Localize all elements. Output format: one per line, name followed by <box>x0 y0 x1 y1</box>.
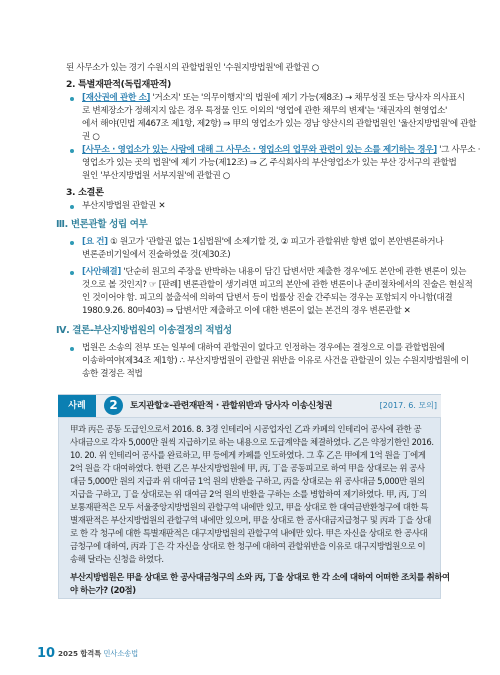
case-number-badge: 2 <box>104 396 123 415</box>
tag-label: [요 건] <box>82 237 108 247</box>
text-line: 법원은 소송의 전부 또는 일부에 대하여 관할권이 없다고 인정하는 경우에는 결정으로 이를 관할법원에 <box>82 343 445 353</box>
case-body-line: 사대금으로 각자 5,000만 원씩 지급하기로 하는 내용으로 도급계약을 체결하였다. 乙은 약정기한인 2016. <box>70 437 434 447</box>
text-line: 이송하여야(제34조 제1항) ∴ 부산지방법원이 관할권 위반을 이유로 사건을 관할권이 있는 수원지방법원에 이 <box>82 356 469 366</box>
tag-label: [사안해결] <box>82 267 121 277</box>
footer-title1: 합격특 <box>80 649 102 658</box>
bullet-icon <box>70 271 74 275</box>
section-heading-iv: Ⅳ. 결론-부산지방법원의 이송결정의 적법성 <box>56 325 232 336</box>
case-reference: [2017. 6. 모의] <box>379 401 437 410</box>
text-line <box>82 92 465 105</box>
section-heading-2: 2. 특별재판적(독립재판적) <box>66 79 171 90</box>
case-body-line: 대금 5,000만 원의 지급과 위 대여금 1억 원의 반환을 구하고, 丙을 상대로는 위 공사대금 5,000만 원의 <box>70 476 425 486</box>
text-line: 원인 '부산지방법원 서부지원'에 관할권 ○ <box>82 171 230 181</box>
text-line: 송한 결정은 적법 <box>82 369 143 379</box>
case-body-line: 보통재판적은 모두 서울중앙지방법원의 관할구역 내에만 있고, 甲을 상대로 한 대여금반환청구에 대한 특 <box>70 502 429 512</box>
text-line <box>82 144 480 157</box>
text-line: 부산지방법원 관할권 ✕ <box>82 201 166 211</box>
text-span: '거소지' 또는 '의무이행지'의 법원에 제기 가능(제8조) → 채무성질 또는 당사자 의사표시 <box>150 93 465 103</box>
footer-title <box>58 649 138 659</box>
text-span: ① 원고가 '관할권 없는 1심법원'에 소제기할 것, ② 피고가 관할위반 항변 없이 본안변론하거나 <box>107 237 444 247</box>
tag-label: [재산권에 관한 소] <box>82 93 151 103</box>
section-heading-3: 3. 소결론 <box>66 187 104 198</box>
text-line: 변론준비기일에서 진술하였을 것(제30조) <box>82 250 231 260</box>
case-question: 부산지방법원은 甲을 상대로 한 공사대금청구의 소와 丙, 丁을 상대로 한 각 소에 대하여 어떠한 조치를 취하여 <box>70 572 450 582</box>
text-line: 로 변제장소가 정해지지 않은 경우 특정물 인도 이외의 '영업에 관한 채무의 변제'는 '채권자의 현영업소' <box>82 106 448 116</box>
case-header <box>58 394 441 417</box>
case-body-line: 로 한 각 청구에 대한 특별재판적은 대구지방법원의 관할구역 내에만 있다. 甲은 자신을 상대로 한 공사대 <box>70 528 428 538</box>
bullet-icon <box>70 149 74 153</box>
tag-label: [사무소 · 영업소가 있는 사람에 대해 그 사무소 · 영업소의 업무와 관련이 있는 소를 제기하는 경우] <box>82 145 437 155</box>
case-body-line: 2억 원을 각 대여하였다. 한편 乙은 부산지방법원에 甲, 丙, 丁을 공동피고로 하여 甲을 상대로는 위 공사 <box>70 463 425 473</box>
text-line: 에서 해야(민법 제467조 제1항, 제2항) ⇒ 甲의 영업소가 있는 경남 양산시의 관할법원인 '울산지방법원'에 관할 <box>82 119 477 129</box>
text-line: 인 것이어야 함. 피고의 불출석에 의하여 답변서 등이 법률상 진술 간주되는 경우는 포함되지 아니함(대결 <box>82 293 453 303</box>
text-span: '그 사무소 · <box>436 145 481 155</box>
case-body-line: 甲과 丙은 공동 도급인으로서 2016. 8. 3경 인테리어 시공업자인 乙과 카페의 인테리어 공사에 관한 공 <box>70 424 422 434</box>
page-number: 10 <box>37 646 56 661</box>
text-line <box>82 266 466 279</box>
case-body-line: 10. 20. 위 인테리어 공사를 완료하고, 甲 등에게 카페를 인도하였다. 그 후 乙은 甲에게 1억 원을 丁에게 <box>70 450 426 460</box>
text-line: 권 ○ <box>82 132 100 142</box>
case-title: 토지관할②-관련재판적 · 관할위반과 당사자 이송신청권 <box>130 401 333 411</box>
bullet-icon <box>70 205 74 209</box>
case-tag: 사례 <box>58 395 96 417</box>
case-body-line: 별재판적은 부산지방법원의 관할구역 내에만 있으며, 甲을 상대로 한 공사대금지급청구 및 丙과 丁을 상대 <box>70 515 431 525</box>
text-line: 된 사무소가 있는 경기 수원시의 관할법원인 '수원지방법원'에 관할권 ○ <box>66 63 319 73</box>
case-body-line: 지급을 구하고, 丁을 상대로는 위 대여금 2억 원의 반환을 구하는 소를 병합하여 제기하였다. 甲, 丙, 丁의 <box>70 489 427 499</box>
bullet-icon <box>70 347 74 351</box>
text-line <box>82 236 443 249</box>
text-line: 영업소가 있는 곳의 법원'에 제기 가능(제12조) ⇒ 乙 주식회사의 부산영업소가 있는 부산 강서구의 관할법 <box>82 158 457 168</box>
bullet-icon <box>70 97 74 101</box>
text-span: '단순히 원고의 주장을 반박하는 내용이 담긴 답변서만 제출한 경우'에도 본안에 관한 변론이 있는 <box>120 267 467 277</box>
section-heading-iii: Ⅲ. 변론관할 성립 여부 <box>56 219 148 230</box>
bullet-icon <box>70 241 74 245</box>
case-body-line: 송해 달라는 신청을 하였다. <box>70 554 164 564</box>
case-question: 야 하는가? (20점) <box>70 585 136 595</box>
footer-year: 2025 <box>58 649 79 658</box>
text-line: 1980.9.26. 80마403) ⇒ 답변서만 제출하고 이에 대한 변론이 없는 본건의 경우 변론관할 ✕ <box>82 306 411 316</box>
case-body-line: 금청구에 대하여, 丙과 丁은 각 자신을 상대로 한 청구에 대하여 관할위반을 이유로 대구지방법원으로 이 <box>70 541 426 551</box>
text-line: 것으로 볼 것인지? ☞ [판례] 변론관할이 생기려면 피고의 본안에 관한 변론이나 준비절차에서의 진술은 현실적 <box>82 280 473 290</box>
footer-title2: 민사소송법 <box>103 649 139 658</box>
case-box <box>58 417 450 599</box>
